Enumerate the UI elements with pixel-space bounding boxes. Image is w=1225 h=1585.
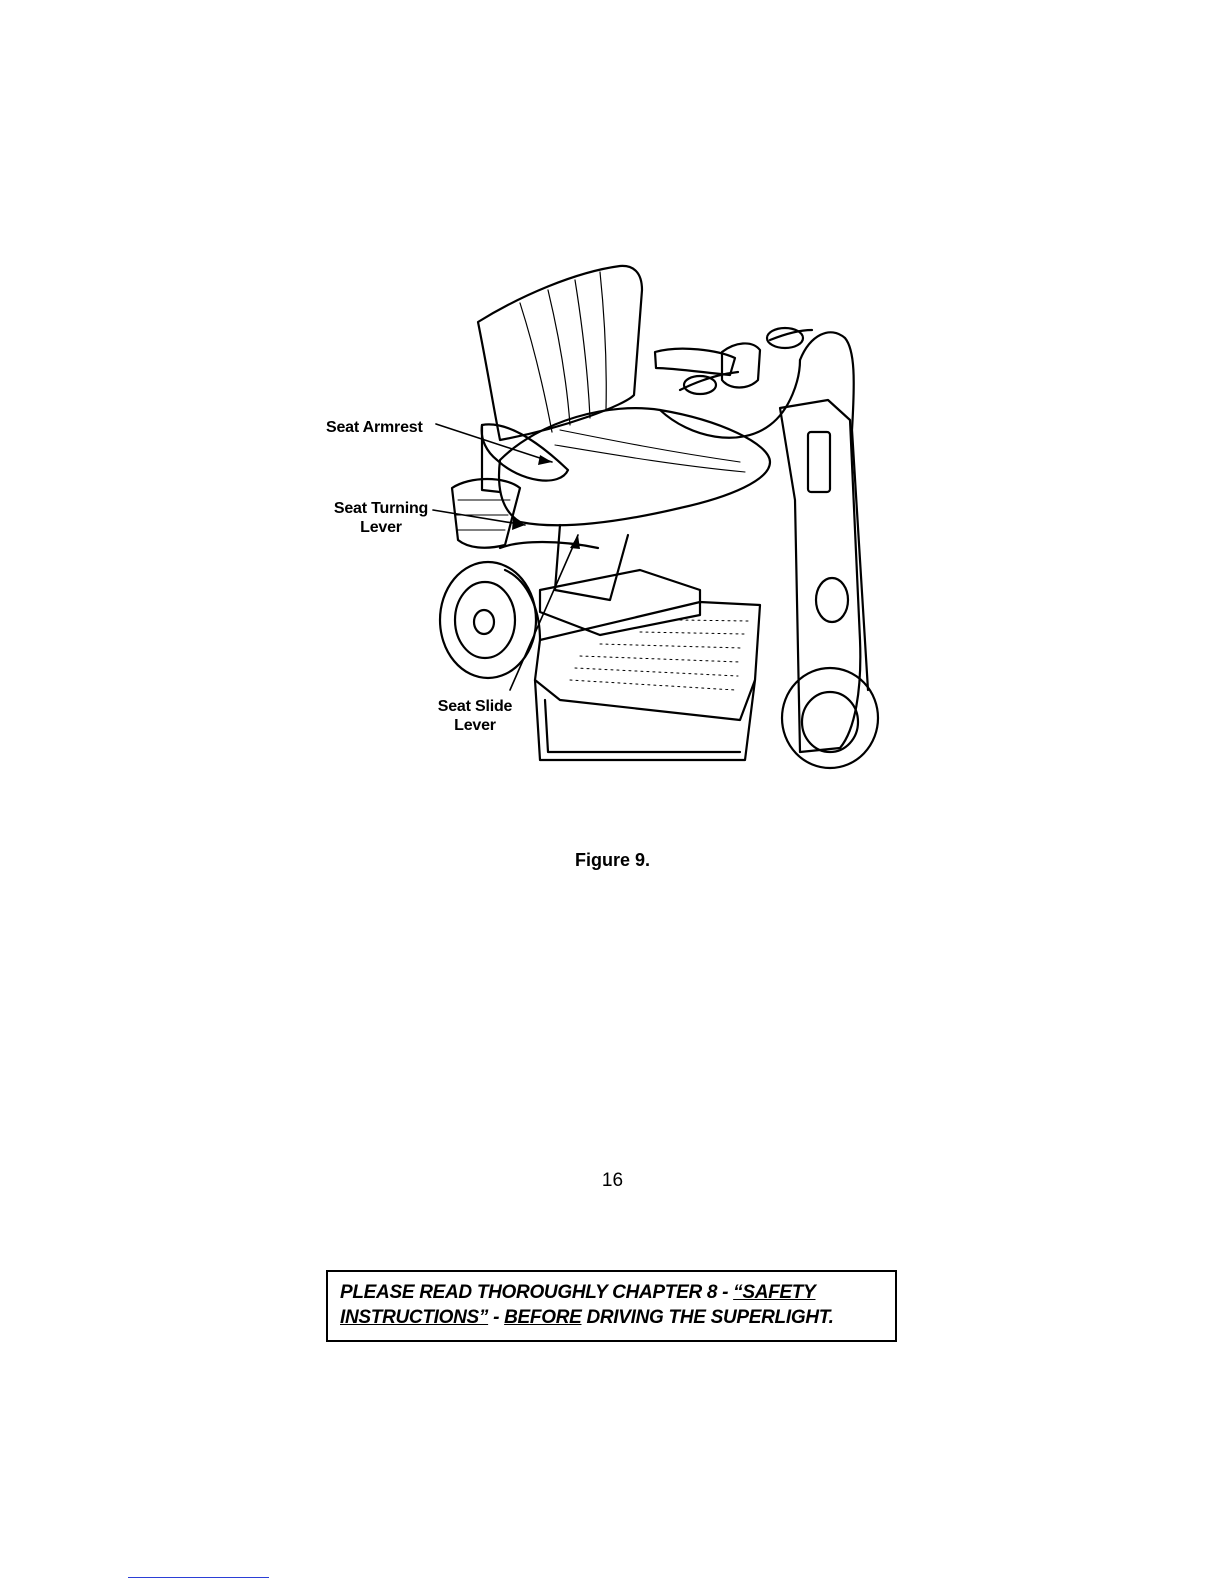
slide-lever-pointer xyxy=(510,535,578,690)
callout-seat-turning-line2: Lever xyxy=(360,519,402,536)
notice-text-safety-instructions: “SAFETY INSTRUCTIONS” xyxy=(340,1282,816,1328)
callout-seat-armrest xyxy=(326,418,423,437)
notice-text-part1: PLEASE READ THOROUGHLY CHAPTER 8 - xyxy=(340,1282,734,1303)
callout-seat-slide-line1: Seat Slide xyxy=(437,698,513,715)
callout-seat-slide-line2: Lever xyxy=(454,717,496,734)
figure-caption: Figure 9. xyxy=(574,850,650,870)
notice-text-part3: - xyxy=(488,1307,505,1328)
floor-deck xyxy=(535,602,760,720)
footnote-rule xyxy=(128,1577,269,1578)
notice-text-part5: DRIVING THE SUPERLIGHT. xyxy=(581,1307,834,1328)
handlebar-right xyxy=(770,330,812,340)
page-number: 16 xyxy=(601,1170,624,1191)
control-panel xyxy=(722,343,760,387)
callout-seat-slide-lever xyxy=(432,697,518,735)
safety-notice-box xyxy=(326,1270,897,1342)
seat-cushion xyxy=(499,408,770,525)
seat-back xyxy=(478,266,642,440)
callout-seat-turning-line1: Seat Turning xyxy=(333,500,429,517)
battery-box xyxy=(540,570,700,635)
floor-texture xyxy=(570,620,748,690)
notice-text-before: BEFORE xyxy=(504,1307,582,1328)
callout-seat-armrest-text: Seat Armrest xyxy=(326,419,423,436)
callout-seat-turning-lever xyxy=(330,499,432,537)
